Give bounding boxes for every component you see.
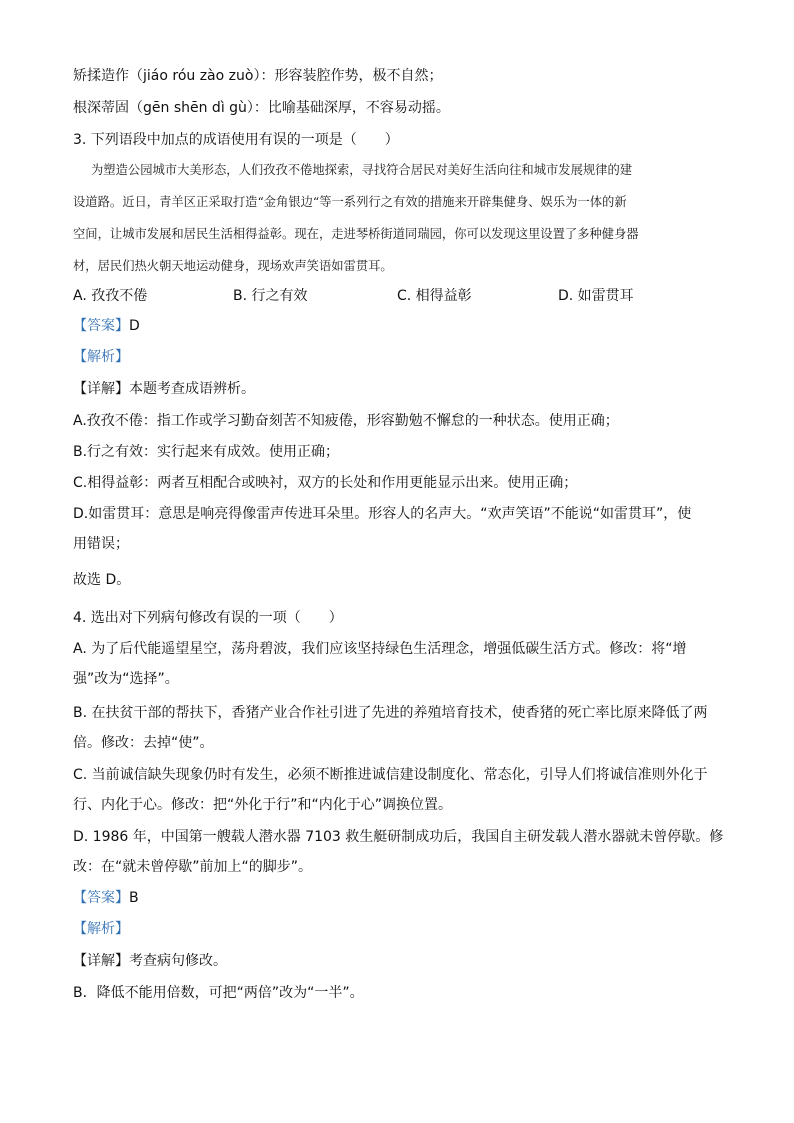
option-line: B. 在扶贫干部的帮扶下，香猪产业合作社引进了先进的养殖培育技术，使香猪的死亡率比原来降低了两 [73, 705, 708, 721]
answer-value: B [129, 890, 139, 906]
option-c: C. 相得益彰 [397, 288, 472, 304]
analysis-label: 【解析】 [73, 349, 129, 365]
answer-line [73, 316, 140, 336]
explanation-line: B.行之有效：实行起来有成效。使用正确； [73, 444, 340, 460]
explanation-line: 用错误； [73, 536, 129, 552]
answer-tag: 【答案】 [73, 890, 129, 906]
detail-tag: 【详解】 [73, 381, 129, 397]
answer-line [73, 888, 139, 908]
option-a: A. 孜孜不倦 [73, 288, 148, 304]
analysis-tag [73, 919, 129, 939]
question-3-stem: 3. 下列语段中加点的成语使用有误的一项是（ ） [73, 132, 399, 148]
definition-line: 矫揉造作（jiáo róu zào zuò）：形容装腔作势，极不自然； [73, 68, 443, 84]
detail-tag: 【详解】 [73, 953, 129, 969]
option-line: D. 1986 年，中国第一艘载人潜水器 7103 救生艇研制成功后，我国自主研发载人潜水器就未曾停歇。修 [73, 829, 724, 845]
explanation-line: B．降低不能用倍数，可把“两倍”改为“一半”。 [73, 985, 364, 1001]
question-4-stem: 4. 选出对下列病句修改有误的一项（ ） [73, 610, 343, 626]
answer-value: D [129, 318, 140, 334]
option-d: D. 如雷贯耳 [558, 288, 634, 304]
explanation-line: D.如雷贯耳：意思是响亮得像雷声传进耳朵里。形容人的名声大。“欢声笑语”不能说“如雷贯耳”，使 [73, 506, 692, 522]
option-line: 倍。修改：去掉“使”。 [73, 735, 214, 751]
passage-line: 材，居民们热火朝天地运动健身，现场欢声笑语如雷贯耳。 [73, 259, 393, 273]
passage-line: 为塑造公园城市大美形态，人们孜孜不倦地探索，寻找符合居民对美好生活向往和城市发展规律的建 [91, 163, 633, 177]
explanation-line: A.孜孜不倦：指工作或学习勤奋刻苦不知疲倦，形容勤勉不懈怠的一种状态。使用正确； [73, 413, 619, 429]
analysis-label: 【解析】 [73, 921, 129, 937]
option-line: 强”改为“选择”。 [73, 671, 179, 687]
detail-intro: 本题考查成语辨析。 [129, 381, 255, 397]
option-line: 改：在“就未曾停歇”前加上“的脚步”。 [73, 859, 313, 875]
option-line: 行、内化于心。修改：把“外化于行”和“内化于心”调换位置。 [73, 797, 453, 813]
conclusion-line: 故选 D。 [73, 572, 131, 588]
detail-line [73, 951, 227, 971]
detail-line [73, 379, 255, 399]
passage-line: 空间，让城市发展和居民生活相得益彰。现在，走进琴桥街道同瑞园，你可以发现这里设置了多种健身器 [73, 227, 639, 241]
option-b: B. 行之有效 [233, 288, 308, 304]
answer-tag: 【答案】 [73, 318, 129, 334]
passage-line: 设道路。近日，青羊区正采取打造“金角银边“等一系列行之有效的措施来开辟集健身、娱乐为一体的新 [73, 195, 627, 209]
analysis-tag [73, 347, 129, 367]
option-line: A. 为了后代能遥望星空，荡舟碧波，我们应该坚持绿色生活理念，增强低碳生活方式。修改：将“增 [73, 641, 687, 657]
option-line: C. 当前诚信缺失现象仍时有发生，必须不断推进诚信建设制度化、常态化，引导人们将诚信准则外化于 [73, 767, 708, 783]
explanation-line: C.相得益彰：两者互相配合或映衬，双方的长处和作用更能显示出来。使用正确； [73, 475, 578, 491]
detail-intro: 考查病句修改。 [129, 953, 227, 969]
definition-line: 根深蒂固（gēn shēn dì gù）：比喻基础深厚，不容易动摇。 [73, 100, 450, 116]
